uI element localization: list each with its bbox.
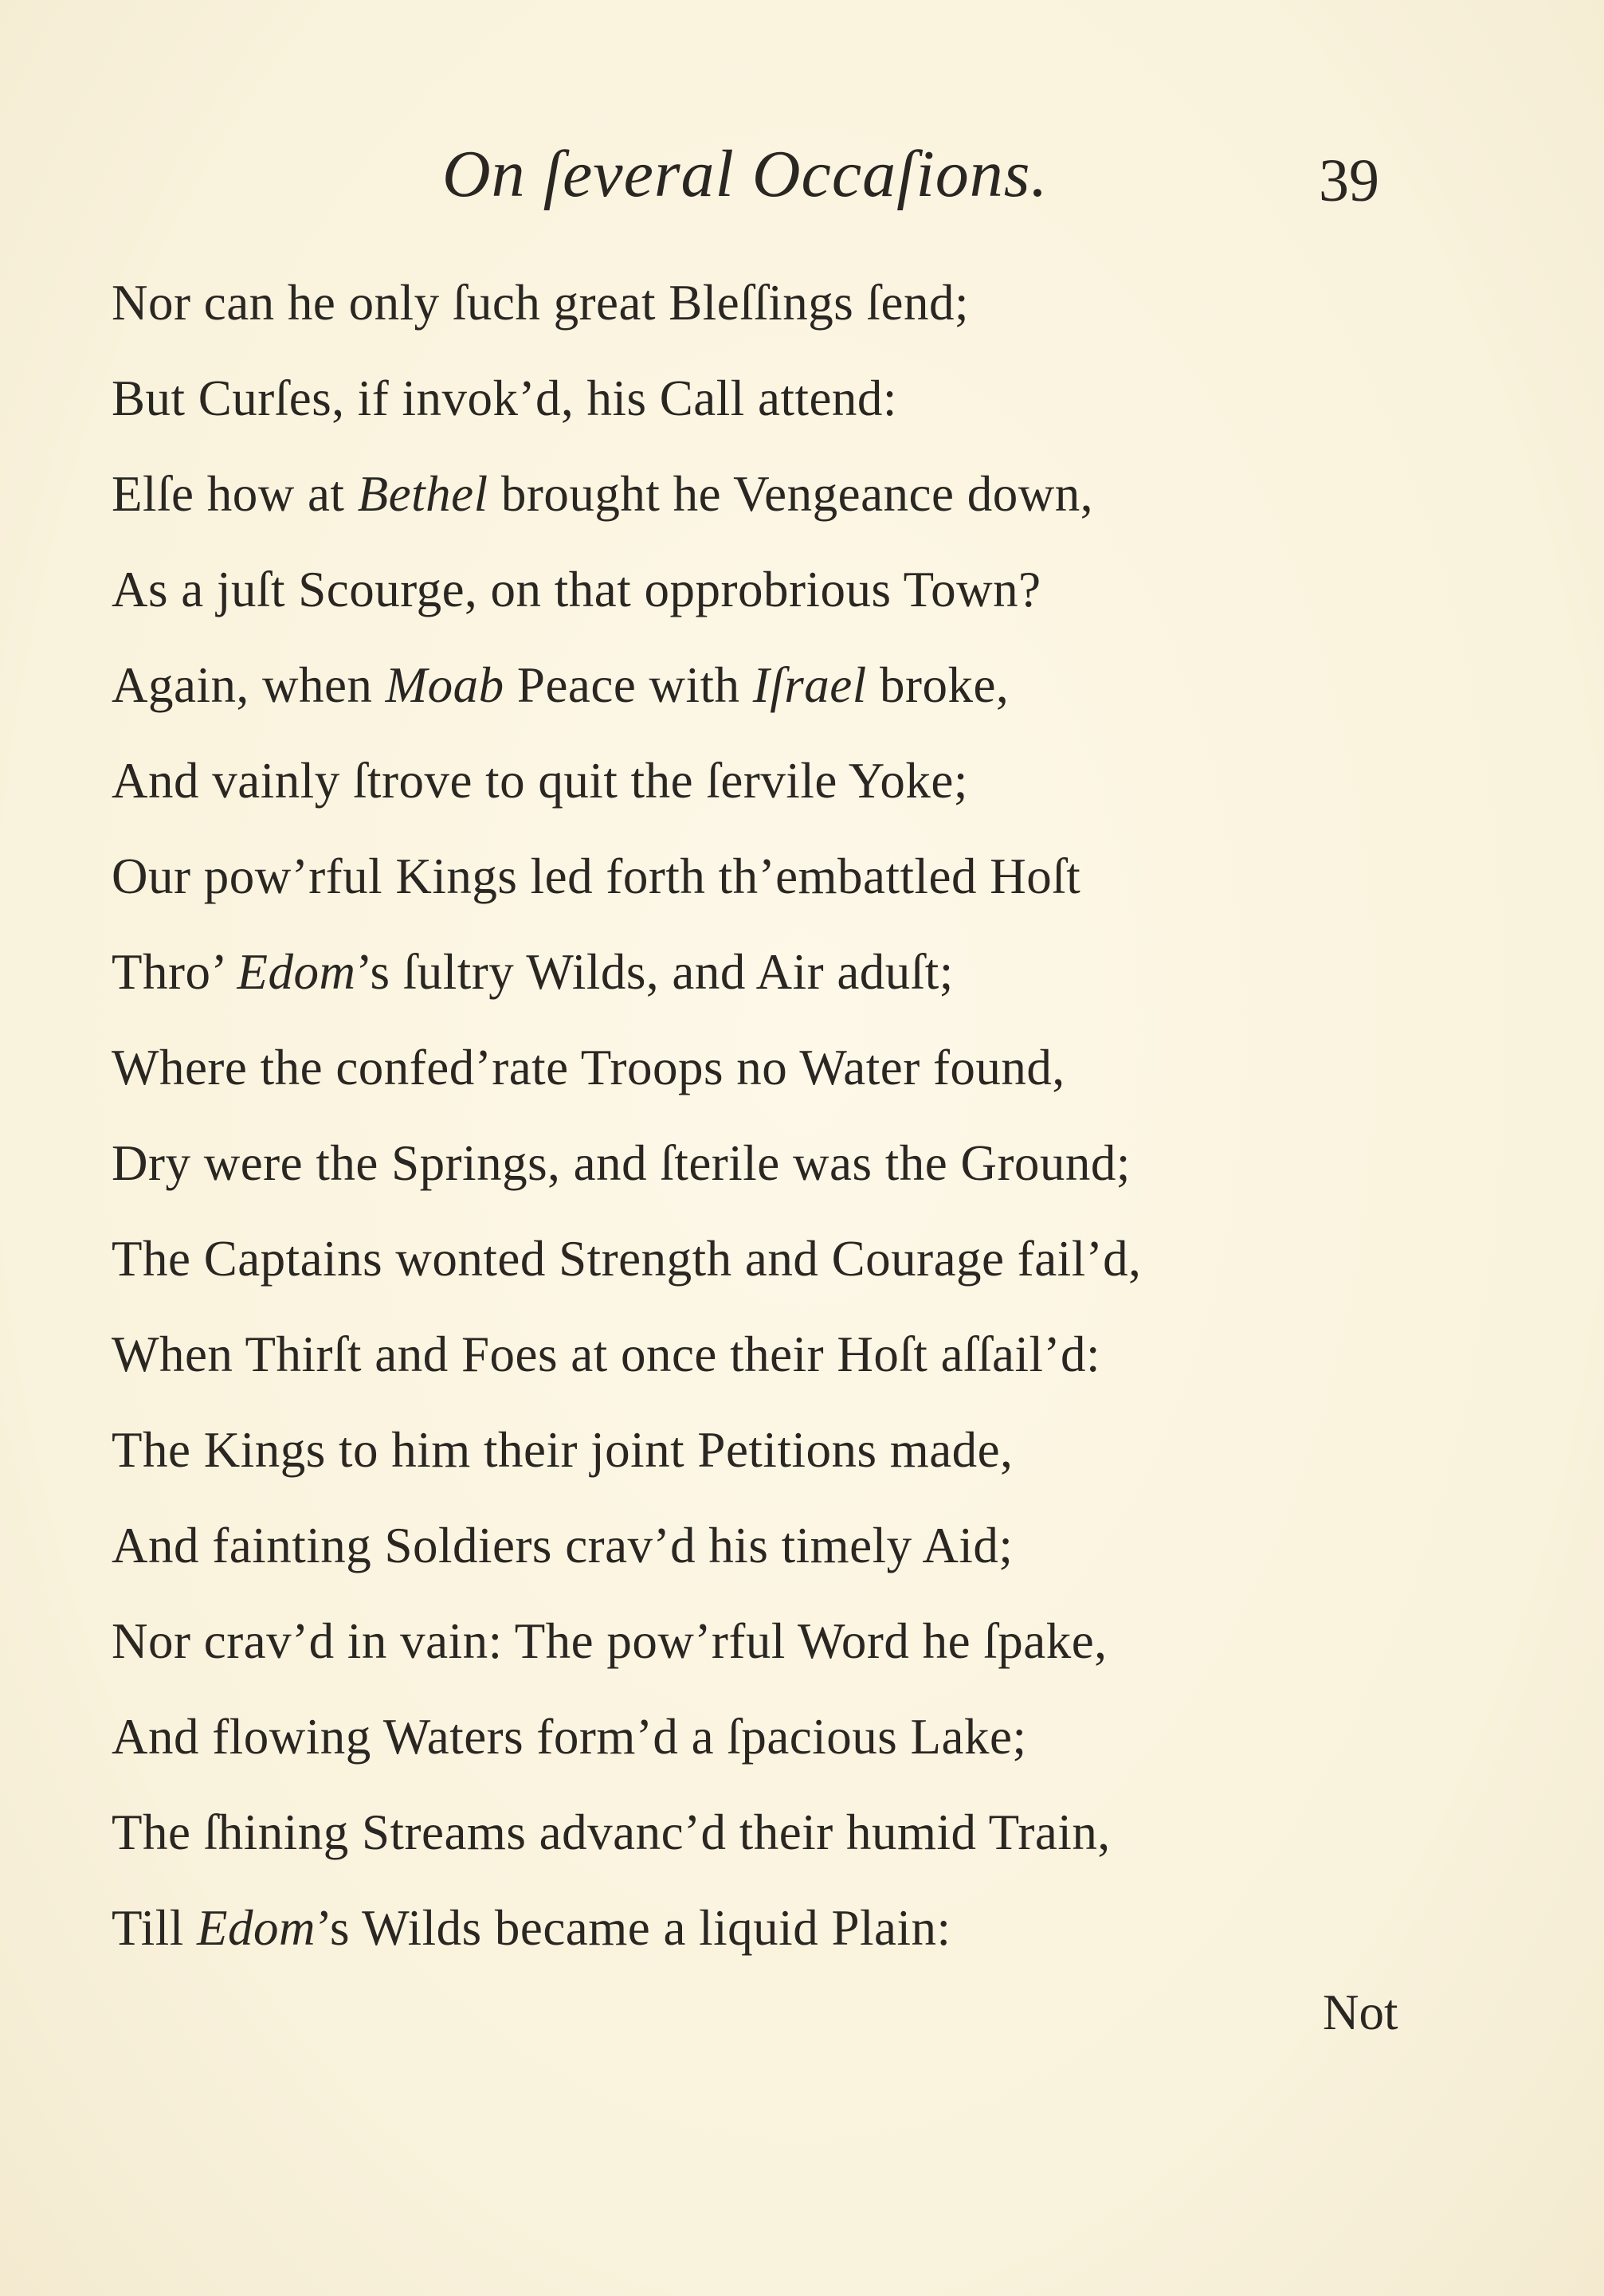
line-text: But Curſes, if invok’d, his Call attend: <box>112 370 897 426</box>
line-text: The Captains wonted Strength and Courage fail’d, <box>112 1231 1142 1287</box>
line-text: When Thirſt and Foes at once their Hoſt aſſail’d: <box>112 1326 1101 1382</box>
poem-line <box>112 1315 1482 1410</box>
poem-line <box>112 454 1482 550</box>
line-text: Dry were the Springs, and ſterile was the Ground; <box>112 1135 1131 1191</box>
line-text: Nor crav’d in vain: The pow’rful Word he ſpake, <box>112 1613 1108 1669</box>
line-text: The ſhining Streams advanc’d their humid Train, <box>112 1804 1111 1860</box>
line-text: ’s ſultry Wilds, and Air aduſt; <box>355 944 954 1000</box>
poem-line <box>112 1793 1482 1888</box>
line-text: And fainting Soldiers crav’d his timely Aid; <box>112 1518 1014 1573</box>
poem-line <box>112 1506 1482 1601</box>
poem-line <box>112 645 1482 741</box>
line-text: The Kings to him their joint Petitions made, <box>112 1422 1014 1478</box>
line-text: Peace with <box>504 657 753 713</box>
poem-line <box>112 359 1482 454</box>
running-title: On ſeveral Occaſions. <box>442 137 1049 211</box>
line-text: Elſe how at <box>112 466 358 522</box>
poem-line <box>112 932 1482 1028</box>
italic-proper-name: Moab <box>385 657 504 713</box>
poem-line <box>112 1028 1482 1123</box>
page-number: 39 <box>1319 147 1379 214</box>
italic-proper-name: Edom <box>237 944 356 1000</box>
line-text: Our pow’rful Kings led forth th’embattled Hoſt <box>112 848 1081 904</box>
catchword: Not <box>1323 1985 1398 2040</box>
poem-line <box>112 1601 1482 1697</box>
italic-proper-name: Edom <box>197 1900 316 1956</box>
line-text: brought he Vengeance down, <box>488 466 1093 522</box>
line-text: Nor can he only ſuch great Bleſſings ſend; <box>112 275 969 331</box>
poem-line <box>112 1410 1482 1506</box>
line-text: Again, when <box>112 657 386 713</box>
poem-line <box>112 1123 1482 1219</box>
line-text: As a juſt Scourge, on that opprobrious Town? <box>112 562 1041 617</box>
line-text: ’s Wilds became a liquid Plain: <box>316 1900 951 1956</box>
line-text: And vainly ſtrove to quit the ſervile Yoke; <box>112 753 968 809</box>
poem-line <box>112 550 1482 645</box>
line-text: Till <box>112 1900 198 1956</box>
poem-line <box>112 1888 1482 1984</box>
poem-line <box>112 1697 1482 1793</box>
italic-proper-name: Bethel <box>357 466 488 522</box>
poem-line <box>112 263 1482 359</box>
poem-body <box>112 263 1482 1984</box>
poem-line <box>112 1219 1482 1315</box>
poem-line <box>112 741 1482 837</box>
poem-line <box>112 837 1482 932</box>
line-text: broke, <box>866 657 1010 713</box>
page-header <box>0 135 1604 231</box>
line-text: Thro’ <box>112 944 237 1000</box>
line-text: Where the confed’rate Troops no Water found, <box>112 1040 1065 1095</box>
line-text: And flowing Waters form’d a ſpacious Lake; <box>112 1709 1027 1765</box>
italic-proper-name: Iſrael <box>752 657 867 713</box>
